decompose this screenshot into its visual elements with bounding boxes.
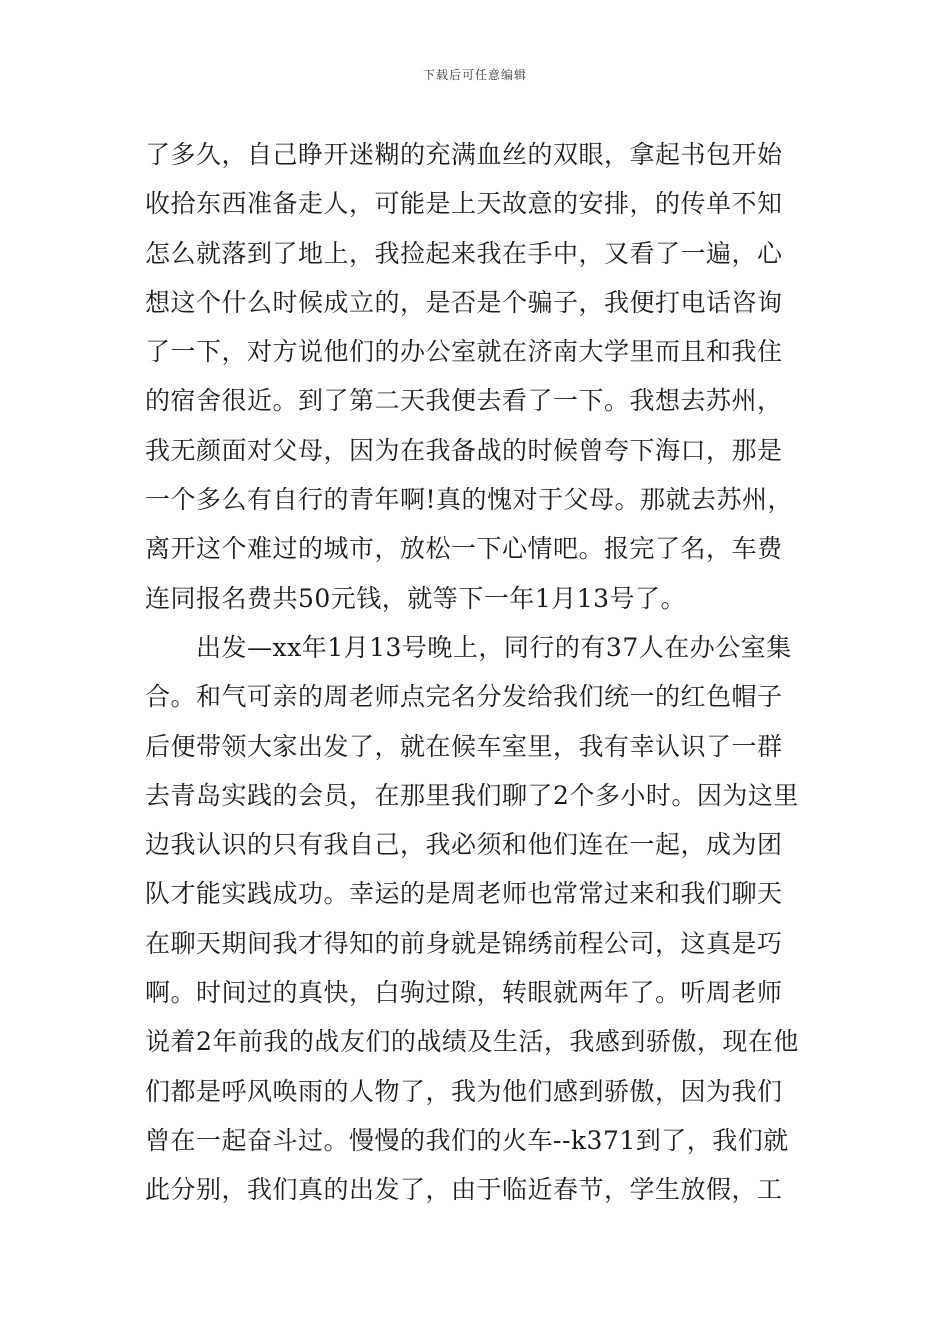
text-line: 出发—xx年1月13号晚上，同行的有37人在办公室集	[145, 632, 792, 662]
text-line: 的宿舍很近。到了第二天我便去看了一下。我想去苏州，	[145, 386, 783, 416]
text-line: 队才能实践成功。幸运的是周老师也常常过来和我们聊天	[145, 879, 783, 909]
text-line: 此分别，我们真的出发了，由于临近春节，学生放假，工	[145, 1175, 783, 1205]
text-line: 了一下，对方说他们的办公室就在济南大学里而且和我住	[145, 337, 783, 367]
text-line: 怎么就落到了地上，我捡起来我在手中，又看了一遍，心	[145, 238, 783, 268]
text-line: 们都是呼风唤雨的人物了，我为他们感到骄傲，因为我们	[145, 1076, 783, 1106]
text-line: 连同报名费共50元钱，就等下一年1月13号了。	[145, 583, 687, 613]
document-body	[145, 130, 809, 1215]
text-line: 后便带领大家出发了，就在候车室里，我有幸认识了一群	[145, 731, 783, 761]
text-line: 在聊天期间我才得知的前身就是锦绣前程公司，这真是巧	[145, 928, 783, 958]
text-line: 了多久，自己睁开迷糊的充满血丝的双眼，拿起书包开始	[145, 140, 783, 169]
text-line: 边我认识的只有我自己，我必须和他们连在一起，成为团	[145, 830, 783, 860]
text-line: 想这个什么时候成立的，是否是个骗子，我便打电话咨询	[145, 287, 783, 317]
text-line: 合。和气可亲的周老师点完名分发给我们统一的红色帽子	[145, 682, 783, 712]
page-header: 下载后可任意编辑	[422, 68, 527, 82]
text-line: 我无颜面对父母，因为在我备战的时候曾夸下海口，那是	[145, 435, 783, 465]
text-line: 曾在一起奋斗过。慢慢的我们的火车--k371到了，我们就	[145, 1125, 789, 1155]
text-line: 一个多么有自行的青年啊!真的愧对于父母。那就去苏州，	[145, 485, 794, 515]
paragraph-2	[145, 623, 809, 1215]
text-line: 收拾东西准备走人，可能是上天故意的安排，的传单不知	[145, 189, 783, 219]
text-line: 啊。时间过的真快，白驹过隙，转眼就两年了。听周老师	[145, 978, 783, 1008]
paragraph-1	[145, 130, 809, 623]
text-line: 说着2年前我的战友们的战绩及生活，我感到骄傲，现在他	[145, 1027, 799, 1057]
text-line: 离开这个难过的城市，放松一下心情吧。报完了名，车费	[145, 534, 783, 564]
text-line: 去青岛实践的会员，在那里我们聊了2个多小时。因为这里	[145, 780, 799, 810]
